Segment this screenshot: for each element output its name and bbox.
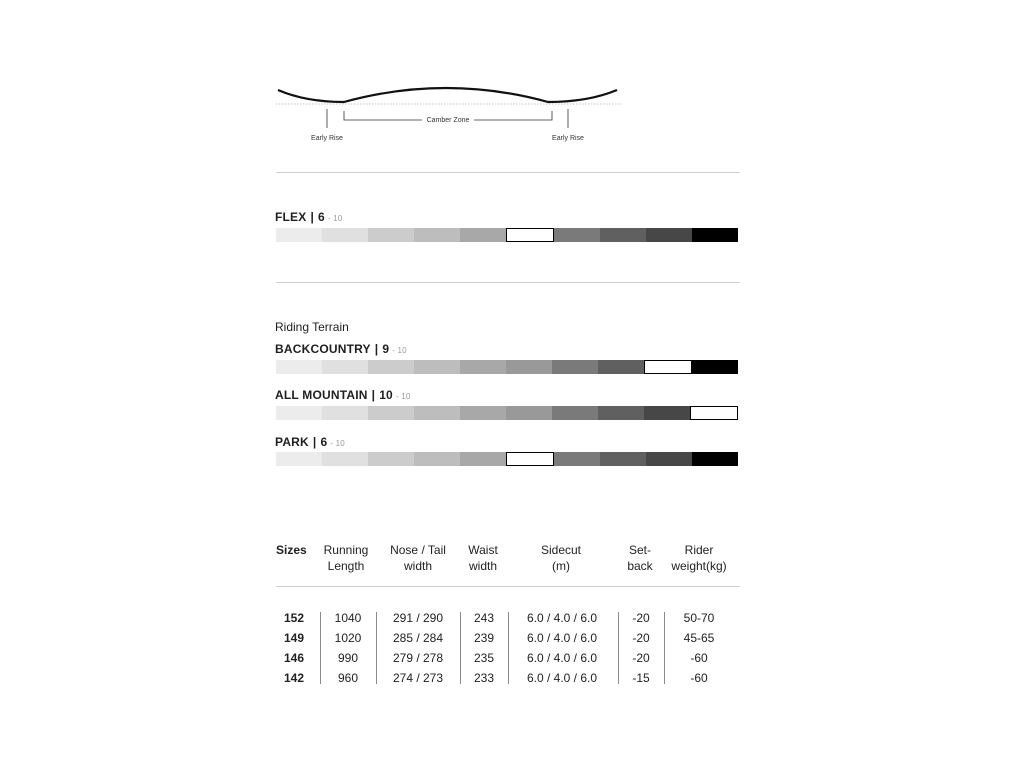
flex-max: 10	[333, 214, 343, 223]
cell-sidecut: 6.0 / 4.0 / 6.0	[526, 671, 598, 685]
scale-step-6	[506, 360, 552, 374]
board-profile-line	[278, 88, 617, 102]
all-mountain-label: ALL MOUNTAIN | 10 - 10	[275, 388, 411, 402]
header-nose-tail-width: Nose / Tail width	[390, 543, 446, 573]
cell-size: 142	[284, 671, 305, 685]
backcountry-scale	[276, 360, 738, 374]
park-label: PARK | 6 - 10	[275, 435, 345, 449]
park-value: 6	[320, 435, 328, 449]
scale-step-2	[322, 228, 368, 242]
scale-step-10	[692, 360, 738, 374]
cell-sidecut: 6.0 / 4.0 / 6.0	[526, 611, 598, 625]
cell-running-length: 990	[337, 651, 359, 665]
cell-rider-weight: 50-70	[683, 611, 715, 625]
park-scale	[276, 452, 738, 466]
scale-step-8	[598, 406, 644, 420]
scale-step-3	[368, 406, 414, 420]
scale-step-4	[414, 452, 460, 466]
cell-sidecut: 6.0 / 4.0 / 6.0	[526, 631, 598, 645]
scale-step-1	[276, 228, 322, 242]
terrain-title: Riding Terrain	[275, 320, 349, 334]
cell-nose-tail: 291 / 290	[392, 611, 444, 625]
scale-step-10	[692, 228, 738, 242]
scale-step-4	[414, 228, 460, 242]
cell-rider-weight: -60	[690, 651, 708, 665]
cell-setback: -15	[632, 671, 650, 685]
scale-step-5	[460, 452, 506, 466]
backcountry-label: BACKCOUNTRY | 9 - 10	[275, 342, 407, 356]
scale-step-3	[368, 452, 414, 466]
scale-step-5	[460, 228, 506, 242]
scale-step-6	[506, 406, 552, 420]
park-max: 10	[335, 439, 345, 448]
cell-running-length: 1040	[334, 611, 362, 625]
cell-rider-weight: 45-65	[683, 631, 715, 645]
all-mountain-name: ALL MOUNTAIN	[275, 388, 368, 402]
backcountry-max: 10	[397, 346, 407, 355]
cell-nose-tail: 285 / 284	[392, 631, 444, 645]
table-header-rule	[276, 586, 740, 587]
header-sizes: Sizes	[276, 543, 307, 557]
cell-setback: -20	[632, 611, 650, 625]
table-row	[276, 608, 740, 628]
cell-running-length: 1020	[334, 631, 362, 645]
scale-step-7	[554, 452, 600, 466]
cell-size: 152	[284, 611, 305, 625]
cell-setback: -20	[632, 651, 650, 665]
scale-step-7	[552, 360, 598, 374]
cell-nose-tail: 279 / 278	[392, 651, 444, 665]
camber-zone-label: Camber Zone	[426, 117, 470, 124]
cell-size: 149	[284, 631, 305, 645]
flex-scale	[276, 228, 738, 242]
table-row	[276, 648, 740, 668]
camber-zone-bracket	[344, 111, 422, 120]
scale-step-9	[646, 228, 692, 242]
scale-step-8	[598, 360, 644, 374]
cell-running-length: 960	[337, 671, 359, 685]
cell-nose-tail: 274 / 273	[392, 671, 444, 685]
scale-step-9	[644, 360, 692, 374]
header-sidecut: Sidecut (m)	[540, 543, 582, 573]
camber-profile-diagram	[276, 80, 622, 146]
divider	[276, 172, 740, 173]
scale-step-2	[322, 406, 368, 420]
camber-zone-bracket-right	[474, 111, 552, 120]
scale-step-6	[506, 452, 554, 466]
scale-step-3	[368, 228, 414, 242]
scale-step-10	[692, 452, 738, 466]
cell-setback: -20	[632, 631, 650, 645]
scale-step-8	[600, 452, 646, 466]
cell-waist: 239	[473, 631, 495, 645]
flex-label: FLEX | 6 - 10	[275, 210, 343, 224]
scale-step-9	[644, 406, 690, 420]
early-rise-left-label: Early Rise	[311, 135, 343, 142]
cell-waist: 235	[473, 651, 495, 665]
spec-table	[276, 542, 740, 692]
scale-step-2	[322, 360, 368, 374]
table-row	[276, 628, 740, 648]
scale-step-7	[554, 228, 600, 242]
scale-step-5	[460, 360, 506, 374]
table-row	[276, 668, 740, 688]
scale-step-9	[646, 452, 692, 466]
scale-step-3	[368, 360, 414, 374]
scale-step-6	[506, 228, 554, 242]
divider	[276, 282, 740, 283]
flex-value: 6	[318, 210, 325, 224]
flex-name: FLEX	[275, 210, 307, 224]
backcountry-value: 9	[382, 342, 390, 356]
cell-size: 146	[284, 651, 305, 665]
header-waist-width: Waist width	[468, 543, 498, 573]
all-mountain-scale	[276, 406, 738, 420]
header-setback: Set- back	[627, 543, 653, 573]
scale-step-1	[276, 360, 322, 374]
scale-step-10	[690, 406, 738, 420]
scale-step-7	[552, 406, 598, 420]
cell-waist: 233	[473, 671, 495, 685]
scale-step-1	[276, 452, 322, 466]
cell-rider-weight: -60	[690, 671, 708, 685]
cell-waist: 243	[473, 611, 495, 625]
header-rider-weight: Rider weight(kg)	[671, 543, 727, 573]
scale-step-5	[460, 406, 506, 420]
early-rise-right-label: Early Rise	[552, 135, 584, 142]
cell-sidecut: 6.0 / 4.0 / 6.0	[526, 651, 598, 665]
park-name: PARK	[275, 435, 309, 449]
scale-step-4	[414, 360, 460, 374]
all-mountain-max: 10	[401, 392, 411, 401]
scale-step-2	[322, 452, 368, 466]
scale-step-4	[414, 406, 460, 420]
scale-step-8	[600, 228, 646, 242]
backcountry-name: BACKCOUNTRY	[275, 342, 371, 356]
header-running-length: Running Length	[323, 543, 369, 573]
all-mountain-value: 10	[379, 388, 393, 402]
scale-step-1	[276, 406, 322, 420]
